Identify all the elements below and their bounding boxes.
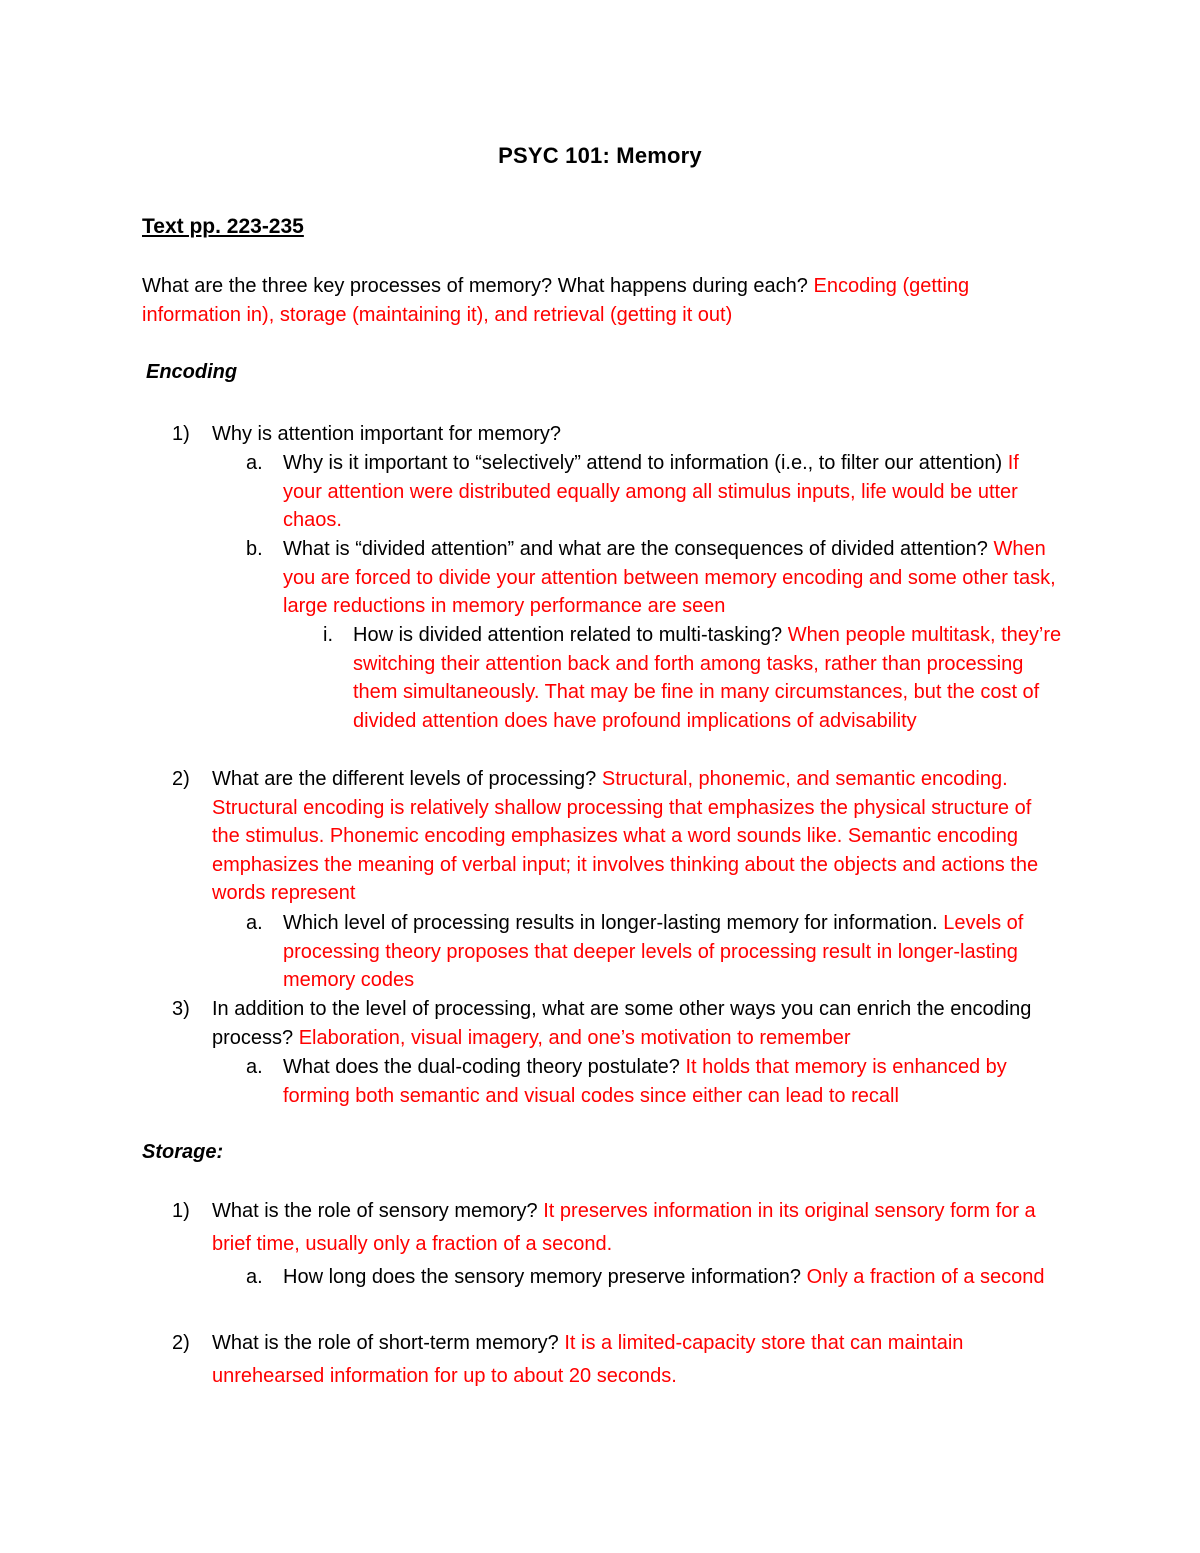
answer-text: Levels of processing theory proposes that deeper levels of processing result in longer-lasting memory codes <box>283 912 1024 992</box>
question-text: Why is it important to “selectively” attend to information (i.e., to filter our attention) <box>283 452 1003 474</box>
section-heading-storage: Storage: <box>142 1141 224 1163</box>
section-heading-encoding: Encoding <box>146 361 238 383</box>
answer-text: If your attention were distributed equally among all stimulus inputs, life would be utter chaos. <box>283 452 1019 532</box>
question-text: What is the role of sensory memory? <box>212 1200 538 1222</box>
list-number: 2) <box>172 1332 190 1354</box>
answer-text: When people multitask, they’re switching their attention back and forth among tasks, rather than processing them simultaneously. That may be fine in many circumstances, but the cost of divided attention does have profound implications of advisability <box>353 624 1062 732</box>
question-text: What is “divided attention” and what are the consequences of divided attention? <box>283 538 988 560</box>
answer-text: Only a fraction of a second <box>806 1266 1045 1288</box>
intro-answer: Encoding (getting information in), storage (maintaining it), and retrieval (getting it out) <box>142 275 970 326</box>
question-text: Which level of processing results in longer-lasting memory for information. <box>283 912 938 934</box>
answer-text: When you are forced to divide your attention between memory encoding and some other task, large reductions in memory performance are seen <box>283 538 1056 618</box>
answer-text: It preserves information in its original sensory form for a brief time, usually only a fraction of a second. <box>212 1200 1036 1255</box>
list-numeral: i. <box>323 624 333 646</box>
list-letter: b. <box>246 538 263 560</box>
list-letter: a. <box>246 452 263 474</box>
list-number: 1) <box>172 1200 190 1222</box>
list-number: 2) <box>172 768 190 790</box>
list-letter: a. <box>246 912 263 934</box>
question-text: How is divided attention related to multi-tasking? <box>353 624 783 646</box>
list-number: 3) <box>172 998 190 1020</box>
intro-paragraph <box>142 272 1062 329</box>
list-number: 1) <box>172 423 190 445</box>
question-text: How long does the sensory memory preserve information? <box>283 1266 802 1288</box>
answer-text: It holds that memory is enhanced by forming both semantic and visual codes since either can lead to recall <box>283 1056 1007 1107</box>
answer-text: Elaboration, visual imagery, and one’s motivation to remember <box>298 1026 851 1049</box>
question-text: In addition to the level of processing, what are some other ways you can enrich the encoding process? <box>212 998 1032 1049</box>
answer-text: It is a limited-capacity store that can maintain unrehearsed information for up to about 20 seconds. <box>212 1332 964 1387</box>
list-letter: a. <box>246 1266 263 1288</box>
question-text: What are the different levels of processing? <box>212 768 597 790</box>
question-text: What does the dual-coding theory postulate? <box>283 1056 680 1078</box>
intro-question: What are the three key processes of memory? What happens during each? <box>142 275 808 297</box>
list-letter: a. <box>246 1056 263 1078</box>
question-text: Why is attention important for memory? <box>212 423 562 445</box>
page-title: PSYC 101: Memory <box>498 143 702 168</box>
question-text: What is the role of short-term memory? <box>212 1332 559 1354</box>
answer-text: Structural, phonemic, and semantic encoding. Structural encoding is relatively shallow processing that emphasizes the physical structure of the stimulus. Phonemic encoding emphasizes what a word sounds like. Semantic encoding emphasizes the meaning of verbal input; it involves thinking about the objects and actions the words represent <box>212 768 1039 905</box>
text-reference-heading: Text pp. 223-235 <box>142 215 304 238</box>
